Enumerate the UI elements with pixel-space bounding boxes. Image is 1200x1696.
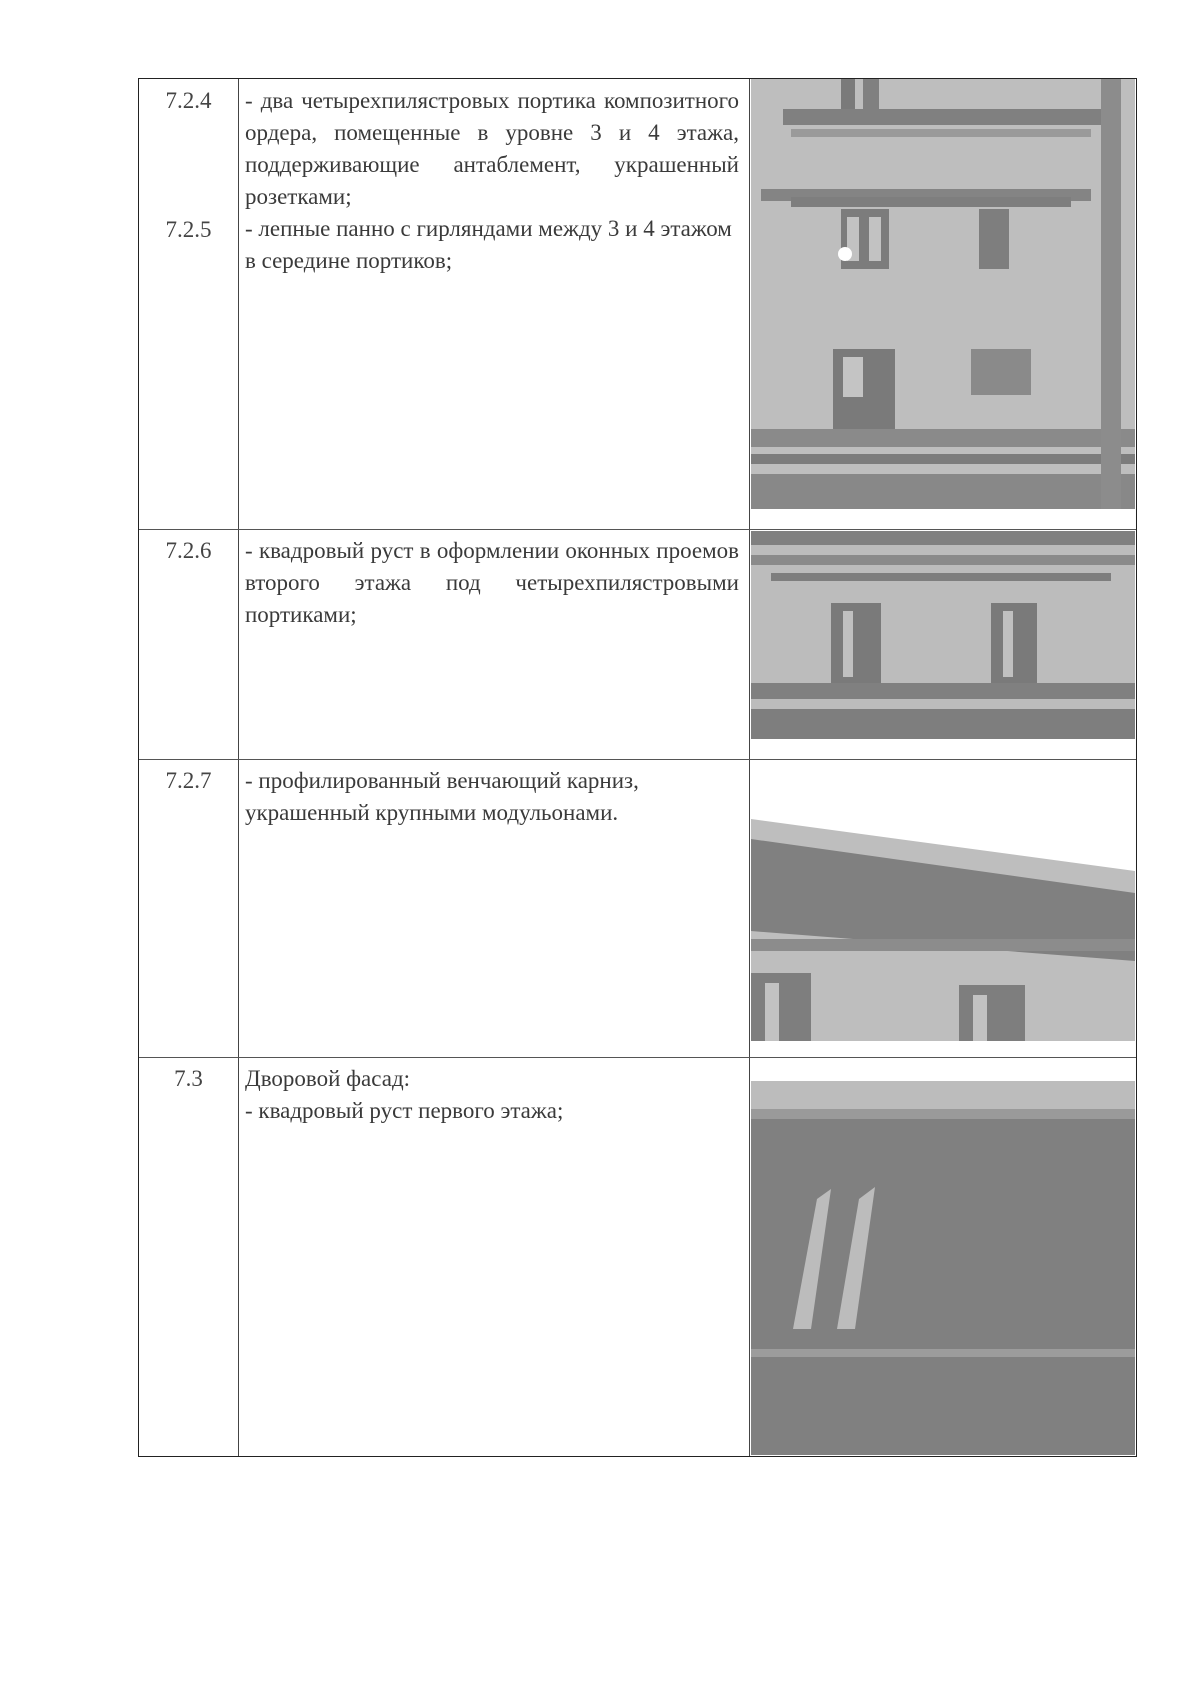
description-text: Дворовой фасад:: [245, 1066, 411, 1091]
item-number: 7.2.4: [165, 88, 212, 113]
item-description: [245, 1063, 739, 1127]
description-text: - два четырехпилястровых портика композитного ордера, помещенные в уровне 3 и 4 этажа, поддерживающие антаблемент, украшенный розетками;: [245, 88, 739, 209]
item-number: 7.2.6: [165, 538, 212, 563]
table-row: [139, 529, 1136, 759]
courtyard-facade-photo: [751, 1059, 1135, 1455]
item-number: 7.2.5: [165, 217, 212, 242]
table-row: [139, 759, 1136, 1057]
facade-photo-porticos: [751, 79, 1135, 509]
elements-table: [138, 78, 1137, 1457]
description-text: - лепные панно с гирляндами между 3 и 4 этажом в середине портиков;: [245, 216, 732, 273]
description-text: - профилированный венчающий карниз, украшенный крупными модульонами.: [245, 768, 639, 825]
description-text: - квадровый руст первого этажа;: [245, 1098, 564, 1123]
item-number: 7.3: [174, 1066, 203, 1091]
table-row: [139, 1057, 1136, 1458]
facade-photo-cornice: [751, 761, 1135, 1041]
item-description: [245, 765, 739, 829]
item-description: [245, 535, 739, 631]
item-description: [245, 85, 739, 277]
facade-photo-rustication: [751, 531, 1135, 739]
item-number: 7.2.7: [165, 768, 212, 793]
description-text: - квадровый руст в оформлении оконных проемов второго этажа под четырехпилястровыми портиками;: [245, 538, 739, 627]
table-row: [139, 79, 1136, 529]
